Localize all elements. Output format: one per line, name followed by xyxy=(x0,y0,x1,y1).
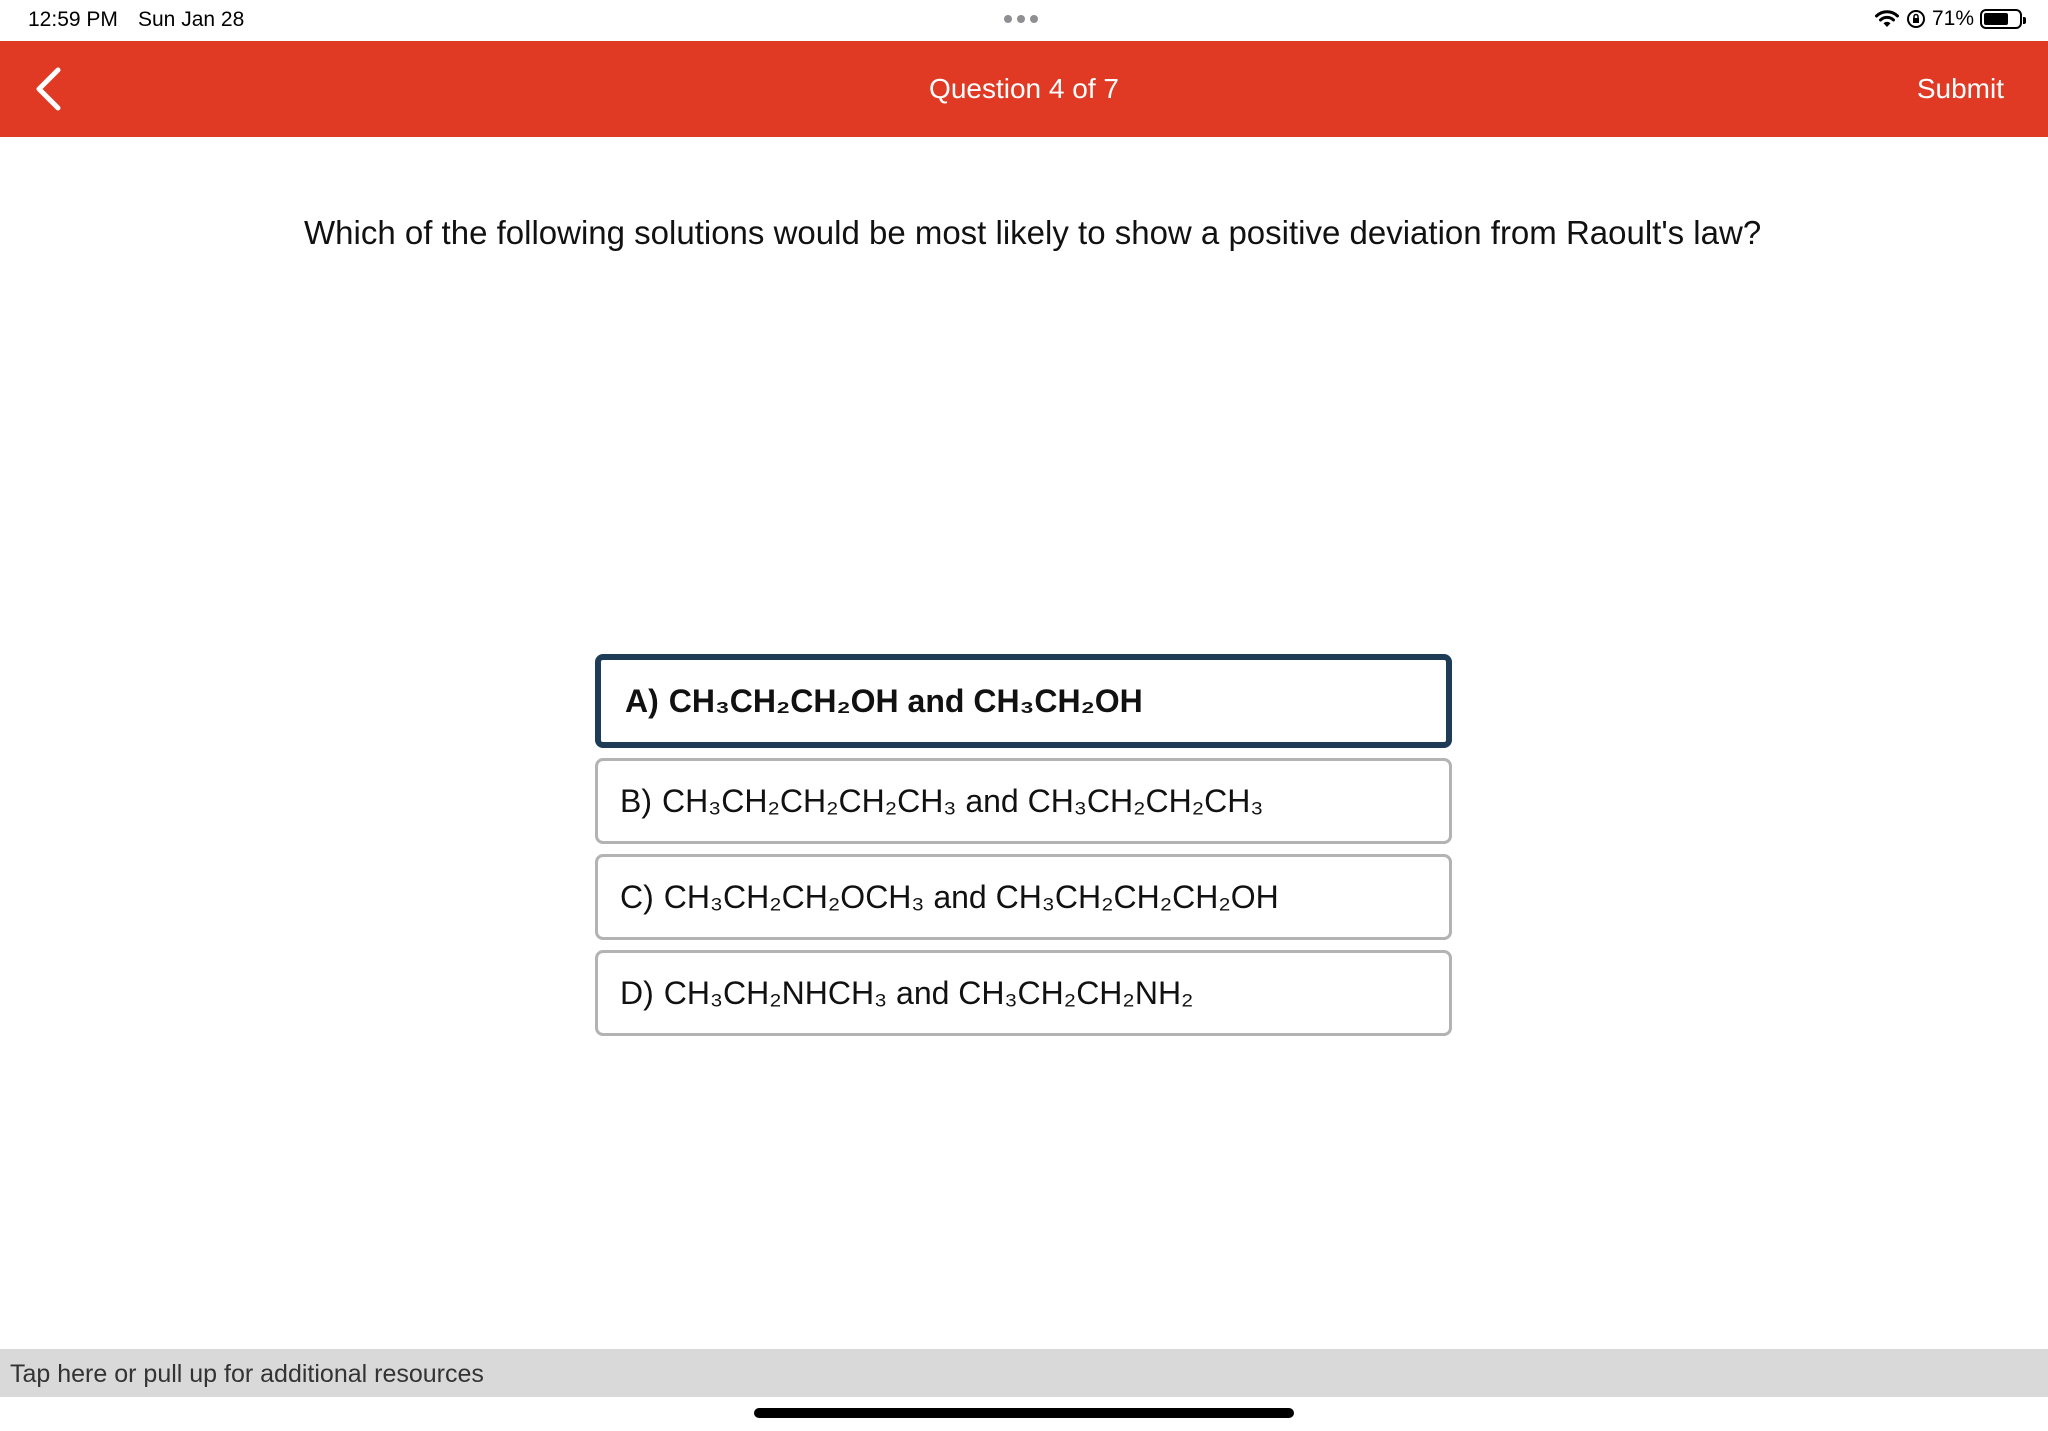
option-letter: A) xyxy=(625,682,659,719)
status-date: Sun Jan 28 xyxy=(138,8,245,31)
question-counter: Question 4 of 7 xyxy=(929,73,1119,104)
option-text: CH₃CH₂CH₂CH₂CH₃ and CH₃CH₂CH₂CH₃ xyxy=(662,782,1264,819)
orientation-lock-icon xyxy=(1906,9,1926,29)
option-text: CH₃CH₂CH₂OH and CH₃CH₂OH xyxy=(668,682,1143,719)
chevron-left-icon xyxy=(24,63,76,115)
submit-button[interactable]: Submit xyxy=(1917,41,2004,137)
multitasking-dots-icon[interactable] xyxy=(1004,15,1038,23)
option-text: CH₃CH₂CH₂OCH₃ and CH₃CH₂CH₂CH₂OH xyxy=(663,878,1279,915)
option-letter: C) xyxy=(620,878,654,915)
answer-options xyxy=(595,654,1452,1046)
answer-option-a[interactable] xyxy=(595,654,1452,748)
app-header xyxy=(0,41,2048,137)
resources-text: Tap here or pull up for additional resources xyxy=(10,1360,484,1388)
option-letter: D) xyxy=(620,974,654,1011)
option-letter: B) xyxy=(620,782,652,819)
wifi-icon xyxy=(1874,9,1900,29)
back-button[interactable] xyxy=(24,63,76,115)
answer-option-c[interactable] xyxy=(595,854,1452,940)
question-text: Which of the following solutions would be most likely to show a positive deviation from Raoult's law? xyxy=(304,214,1762,251)
additional-resources-bar[interactable] xyxy=(0,1349,2048,1397)
answer-option-d[interactable] xyxy=(595,950,1452,1036)
battery-icon xyxy=(1980,9,2022,29)
option-text: CH₃CH₂NHCH₃ and CH₃CH₂CH₂NH₂ xyxy=(663,974,1194,1011)
status-indicators xyxy=(1874,7,2022,31)
answer-option-b[interactable] xyxy=(595,758,1452,844)
home-indicator[interactable] xyxy=(754,1408,1294,1418)
status-time: 12:59 PM xyxy=(28,8,118,31)
status-bar xyxy=(0,0,2048,41)
battery-percent: 71% xyxy=(1931,7,1974,30)
